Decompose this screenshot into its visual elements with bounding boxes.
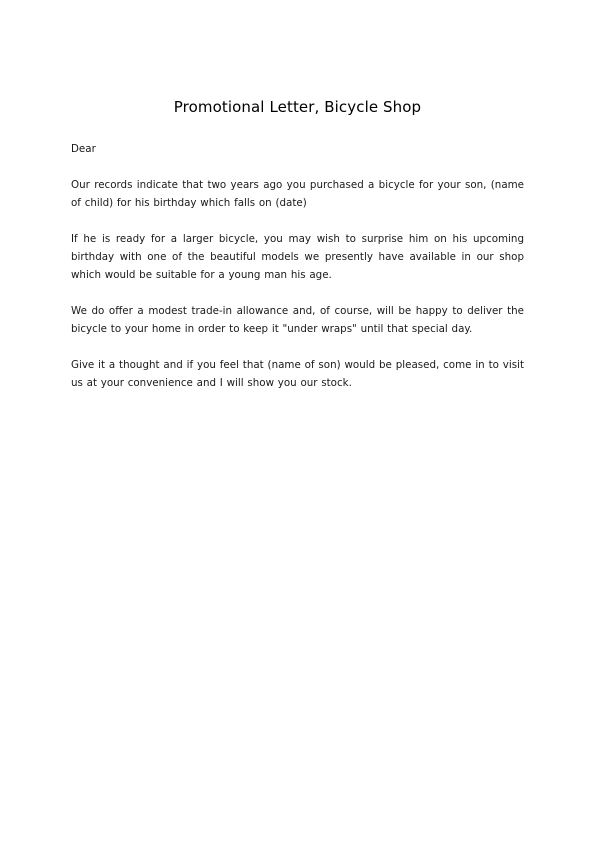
paragraph-purchase-record: Our records indicate that two years ago you purchased a bicycle for your son, (name of child) for his birthday which falls on (date) [71,179,524,209]
letter-title: Promotional Letter, Bicycle Shop [173,98,422,116]
paragraph-trade-in: We do offer a modest trade-in allowance and, of course, will be happy to deliver the bicycle to your home in order to keep it "under wraps" until that special day. [71,305,524,335]
letter-body [71,140,524,410]
salutation: Dear [71,143,96,155]
paragraph-invitation: Give it a thought and if you feel that (name of son) would be pleased, come in to visit us at your convenience and I will show you our stock. [71,359,524,389]
paragraph-larger-bicycle: If he is ready for a larger bicycle, you may wish to surprise him on his upcoming birthday with one of the beautiful models we presently have available in our shop which would be suitable for a young man his age. [71,233,524,281]
